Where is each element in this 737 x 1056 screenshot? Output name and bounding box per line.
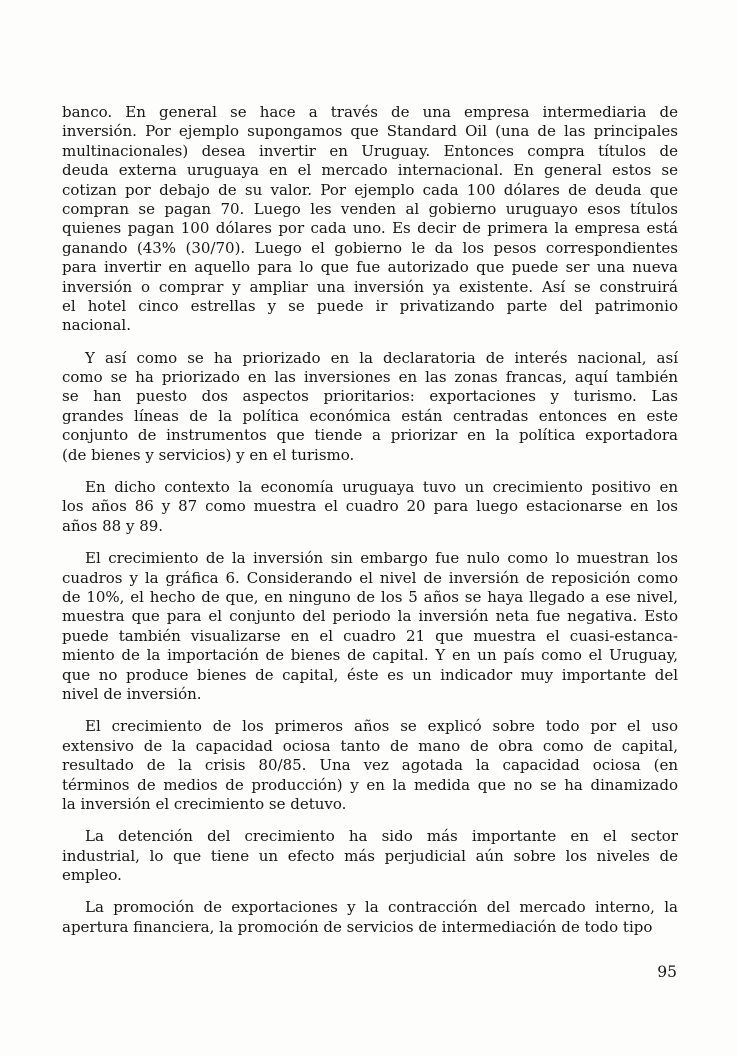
text-line: conjunto de instrumentos que tiende a priorizar en la política exportadora [62, 426, 678, 445]
text-line: ganando (43% (30/70). Luego el gobierno le da los pesos correspondientes [62, 238, 678, 257]
text-line: muestra que para el conjunto del periodo la inversión neta fue negativa. Esto [62, 607, 678, 626]
text-line: de 10%, el hecho de que, en ninguno de los 5 años se haya llegado a ese nivel, [62, 587, 678, 606]
text-line: cotizan por debajo de su valor. Por ejemplo cada 100 dólares de deuda que [62, 180, 678, 199]
text-line: los años 86 y 87 como muestra el cuadro 20 para luego estacionarse en los [62, 497, 678, 516]
paragraph [62, 349, 678, 465]
text-line: términos de medios de producción) y en la medida que no se ha dinamizado [62, 775, 678, 794]
text-line: cuadros y la gráfica 6. Considerando el nivel de inversión de reposición como [62, 568, 678, 587]
text-line: El crecimiento de los primeros años se explicó sobre todo por el uso [85, 717, 678, 736]
paragraph [62, 549, 678, 704]
text-line: nivel de inversión. [62, 684, 202, 703]
paragraph [62, 827, 678, 885]
text-line: que no produce bienes de capital, éste es un indicador muy importante del [62, 665, 678, 684]
text-line: deuda externa uruguaya en el mercado internacional. En general estos se [62, 161, 678, 180]
text-line: se han puesto dos aspectos prioritarios: exportaciones y turismo. Las [62, 387, 678, 406]
page-number: 95 [657, 963, 677, 981]
text-line: inversión o comprar y ampliar una inversión ya existente. Así se construirá [62, 277, 678, 296]
text-line: miento de la importación de bienes de capital. Y en un país como el Uruguay, [62, 646, 678, 665]
text-line: para invertir en aquello para lo que fue autorizado que puede ser una nueva [62, 258, 678, 277]
text-line: puede también visualizarse en el cuadro 21 que muestra el cuasi-estanca- [62, 626, 678, 645]
text-line: En dicho contexto la economía uruguaya tuvo un crecimiento positivo en [85, 478, 678, 497]
text-line: años 88 y 89. [62, 516, 164, 535]
paragraph [62, 717, 678, 814]
text-line: La promoción de exportaciones y la contracción del mercado interno, la [85, 898, 678, 917]
text-line: extensivo de la capacidad ociosa tanto de mano de obra como de capital, [62, 736, 678, 755]
text-line: banco. En general se hace a través de una empresa intermediaria de [62, 103, 678, 121]
paragraph [62, 898, 678, 937]
text-line: Y así como se ha priorizado en la declaratoria de interés nacional, así [85, 348, 678, 367]
paragraph [62, 103, 678, 336]
text-line: grandes líneas de la política económica están centradas entonces en este [62, 406, 678, 425]
text-line: compran se pagan 70. Luego les venden al gobierno uruguayo esos títulos [62, 199, 678, 218]
text-line: multinacionales) desea invertir en Uruguay. Entonces compra títulos de [62, 141, 678, 160]
text-line: empleo. [62, 866, 122, 885]
text-line: industrial, lo que tiene un efecto más perjudicial aún sobre los niveles de [62, 846, 678, 865]
text-line: como se ha priorizado en las inversiones en las zonas francas, aquí también [62, 368, 678, 387]
text-line: el hotel cinco estrellas y se puede ir privatizando parte del patrimonio [62, 296, 678, 315]
text-line: apertura financiera, la promoción de servicios de intermediación de todo tipo [62, 917, 653, 936]
text-block [62, 103, 678, 950]
text-line: (de bienes y servicios) y en el turismo. [62, 445, 355, 464]
paragraph [62, 478, 678, 536]
text-line: quienes pagan 100 dólares por cada uno. Es decir de primera la empresa está [62, 219, 678, 238]
text-line: El crecimiento de la inversión sin embargo fue nulo como lo muestran los [85, 549, 678, 568]
text-line: La detención del crecimiento ha sido más importante en el sector [85, 827, 678, 846]
text-line: la inversión el crecimiento se detuvo. [62, 794, 347, 813]
text-line: nacional. [62, 316, 132, 335]
text-line: resultado de la crisis 80/85. Una vez agotada la capacidad ociosa (en [62, 756, 678, 775]
text-line: inversión. Por ejemplo supongamos que Standard Oil (una de las principales [62, 122, 678, 141]
